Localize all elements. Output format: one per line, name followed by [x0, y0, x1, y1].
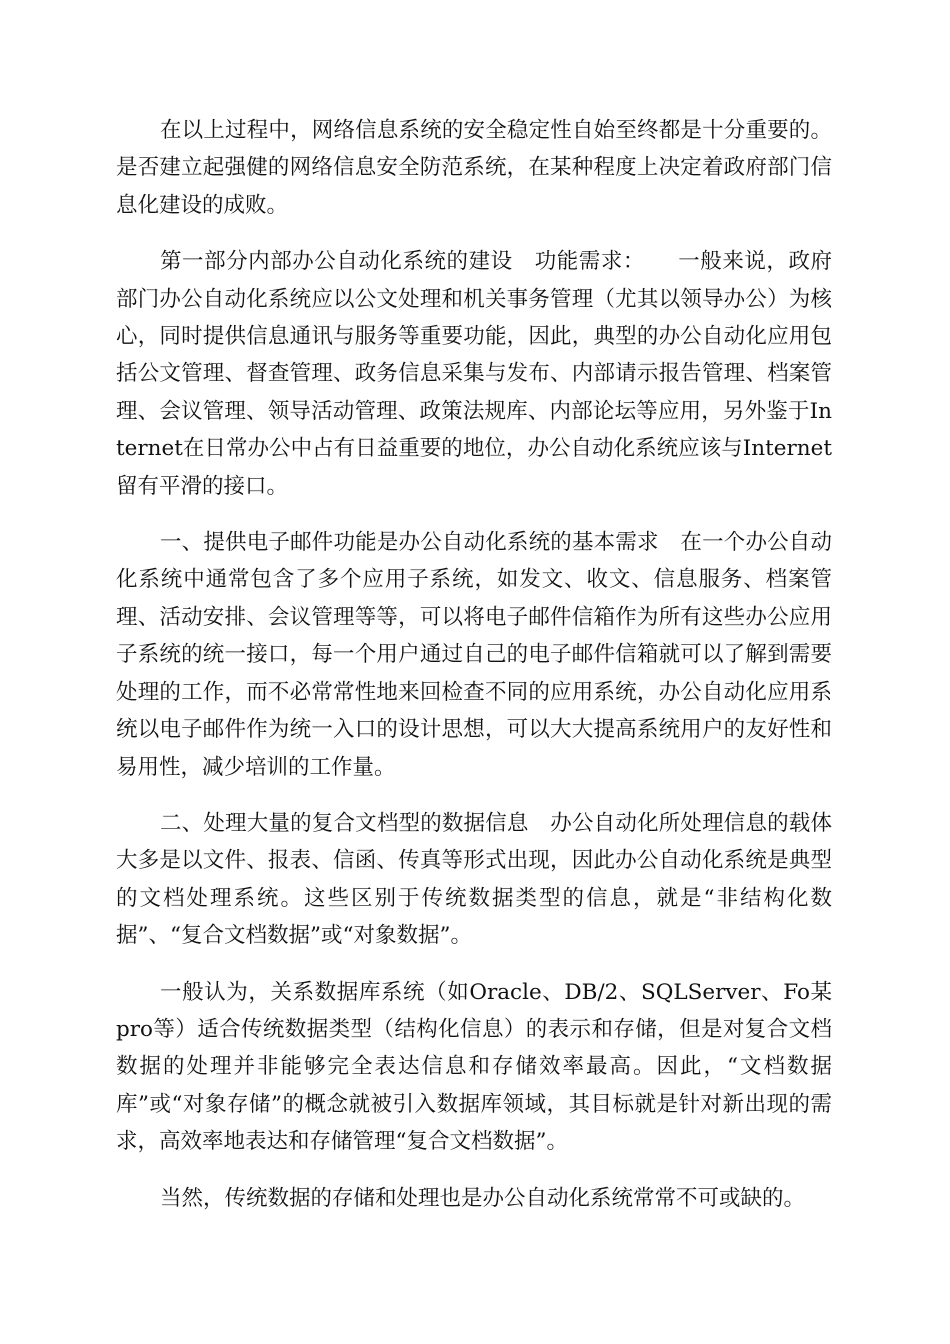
paragraph-email-requirement: 一、提供电子邮件功能是办公自动化系统的基本需求 在一个办公自动化系统中通常包含了多个应用子系统，如发文、收文、信息服务、档案管理、活动安排、会议管理等等，可以将电子邮件信箱作为所有这些办公应用子系统的统一接口，每一个用户通过自己的电子邮件信箱就可以了解到需要处理的工作，而不必常常性地来回检查不同的应用系统，办公自动化应用系统以电子邮件作为统一入口的设计思想，可以大大提高系统用户的友好性和易用性，减少培训的工作量。 — [116, 530, 832, 780]
paragraph-traditional-data: 当然，传统数据的存储和处理也是办公自动化系统常常不可或缺的。 — [160, 1185, 806, 1211]
paragraph-relational-database: 一般认为，关系数据库系统（如Oracle、DB/2、SQLServer、Fo某pro等）适合传统数据类型（结构化信息）的表示和存储，但是对复合文档数据的处理并非能够完全表达信息和存储效率最高。因此，“文档数据库”或“对象存储”的概念就被引入数据库领域，其目标就是针对新出现的需求，高效率地表达和存储管理“复合文档数据”。 — [116, 979, 832, 1155]
paragraph-compound-documents: 二、处理大量的复合文档型的数据信息 办公自动化所处理信息的载体大多是以文件、报表、信函、传真等形式出现，因此办公自动化系统是典型的文档处理系统。这些区别于传统数据类型的信息，就是“非结构化数据”、“复合文档数据”或“对象数据”。 — [116, 810, 832, 949]
paragraph-intro: 在以上过程中，网络信息系统的安全稳定性自始至终都是十分重要的。是否建立起强健的网络信息安全防范系统，在某种程度上决定着政府部门信息化建设的成败。 — [116, 118, 832, 218]
paragraph-part-one-requirements: 第一部分内部办公自动化系统的建设 功能需求： 一般来说，政府部门办公自动化系统应以公文处理和机关事务管理（尤其以领导办公）为核心，同时提供信息通讯与服务等重要功能，因此，典型的办公自动化应用包括公文管理、督查管理、政务信息采集与发布、内部请示报告管理、档案管理、会议管理、领导活动管理、政策法规库、内部论坛等应用，另外鉴于Internet在日常办公中占有日益重要的地位，办公自动化系统应该与Internet留有平滑的接口。 — [116, 249, 832, 499]
document-body — [116, 112, 832, 1217]
